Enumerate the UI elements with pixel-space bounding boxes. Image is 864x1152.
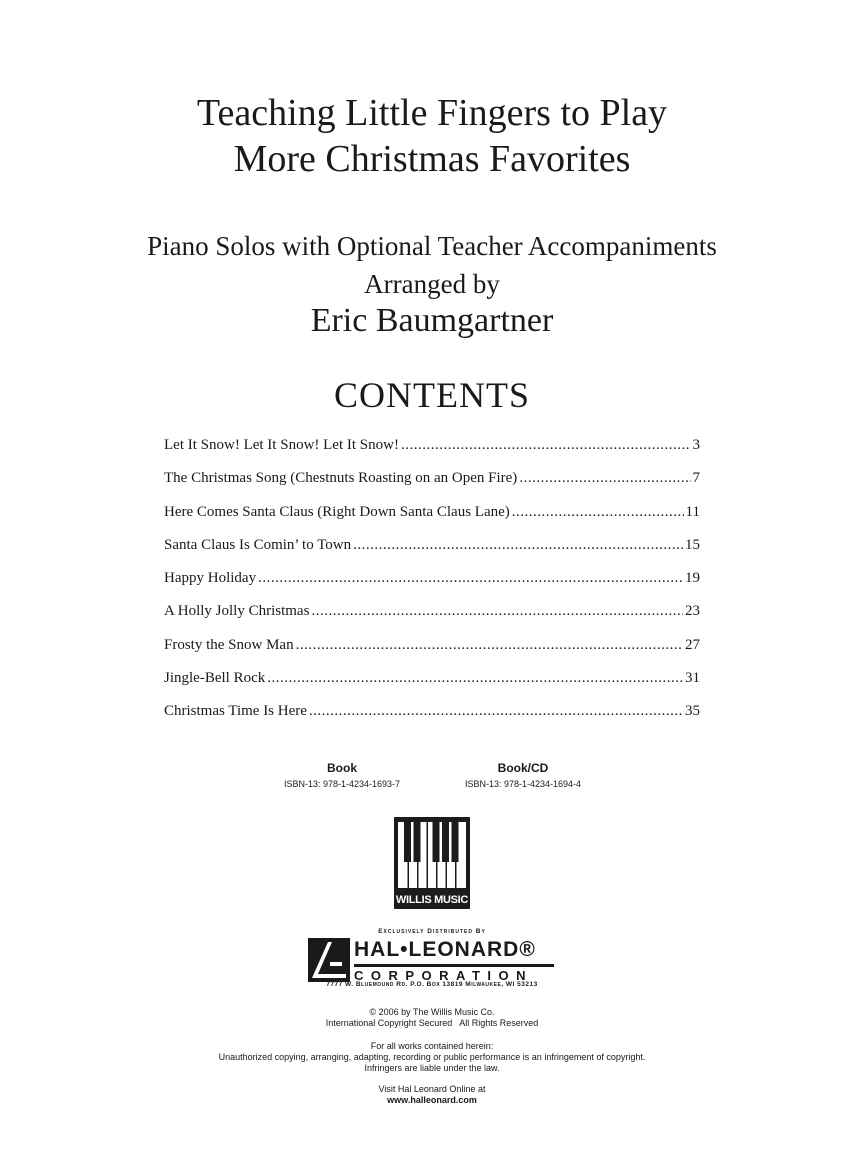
toc-entry — [164, 504, 700, 537]
toc-leader — [311, 603, 683, 620]
toc-entry — [164, 603, 700, 636]
hal-leonard-name: HAL•LEONARD® — [354, 938, 536, 961]
visit-text: Visit Hal Leonard Online at — [378, 1084, 486, 1094]
edition-label: Book/CD — [497, 761, 549, 775]
piano-keys-icon — [394, 817, 470, 891]
website-link[interactable]: www.halleonard.com — [387, 1095, 477, 1105]
toc-leader — [296, 637, 683, 654]
author-name: Eric Baumgartner — [310, 302, 554, 339]
toc-page: 3 — [692, 437, 700, 453]
toc-leader — [512, 504, 684, 521]
toc-title: Here Comes Santa Claus (Right Down Santa Claus Lane) — [164, 503, 510, 520]
toc-page: 11 — [685, 503, 700, 520]
toc-title: Frosty the Snow Man — [164, 636, 294, 653]
toc-page: 7 — [692, 470, 700, 487]
hal-leonard-logo — [308, 938, 558, 986]
willis-logo-text: WILLIS MUSIC — [395, 894, 469, 906]
book-title — [0, 90, 864, 182]
toc-title: The Christmas Song (Chestnuts Roasting on an Open Fire) — [164, 470, 518, 487]
toc-page: 27 — [685, 636, 700, 653]
notice-line: For all works contained herein: — [370, 1041, 494, 1051]
notice-line: Unauthorized copying, arranging, adapting, recording or public performance is an infringement of copyright. — [218, 1052, 646, 1062]
copyright-block — [0, 1007, 864, 1029]
contents-heading: CONTENTS — [334, 375, 530, 415]
toc-entry — [164, 637, 700, 670]
arranged-by: Arranged by — [364, 269, 500, 299]
subtitle: Piano Solos with Optional Teacher Accompaniments — [147, 231, 717, 261]
toc-page: 31 — [685, 670, 700, 687]
toc-entry — [164, 670, 700, 703]
toc-entry — [164, 703, 700, 736]
table-of-contents — [164, 437, 700, 737]
willis-music-logo — [394, 817, 470, 909]
title-line-1: Teaching Little Fingers to Play — [196, 92, 668, 134]
toc-title: A Holly Jolly Christmas — [164, 603, 310, 620]
edition-book — [272, 761, 412, 789]
toc-entry — [164, 437, 700, 470]
hal-leonard-mark-icon — [308, 938, 350, 982]
hal-leonard-corporation: CORPORATION — [354, 964, 554, 983]
toc-title: Jingle-Bell Rock — [164, 670, 266, 687]
toc-page: 15 — [685, 536, 700, 553]
toc-page: 19 — [685, 570, 700, 587]
hal-leonard-address: 7777 W. Bluemound Rd. P.O. Box 13819 Milwaukee, WI 53213 — [326, 981, 538, 988]
toc-entry — [164, 470, 700, 503]
toc-leader — [353, 537, 683, 554]
toc-leader — [309, 703, 683, 720]
toc-page: 23 — [685, 603, 700, 620]
copyright-line: © 2006 by The Willis Music Co. — [369, 1007, 495, 1017]
title-line-2: More Christmas Favorites — [233, 138, 631, 180]
edition-book-cd — [453, 761, 593, 789]
copyright-notice — [0, 1041, 864, 1074]
edition-label: Book — [327, 761, 357, 775]
toc-page: 35 — [685, 703, 700, 720]
toc-leader — [401, 437, 691, 454]
toc-title: Christmas Time Is Here — [164, 703, 307, 720]
copyright-line: International Copyright Secured All Rights Reserved — [325, 1018, 539, 1028]
visit-block — [0, 1084, 864, 1106]
toc-leader — [267, 670, 683, 687]
toc-leader — [258, 570, 683, 587]
toc-title: Happy Holiday — [164, 570, 257, 587]
toc-title: Let It Snow! Let It Snow! Let It Snow! — [164, 437, 399, 453]
edition-isbn: ISBN-13: 978-1-4234-1694-4 — [464, 779, 582, 789]
toc-entry — [164, 537, 700, 570]
notice-line: Infringers are liable under the law. — [364, 1063, 500, 1073]
toc-leader — [519, 470, 690, 487]
toc-entry — [164, 570, 700, 603]
edition-isbn: ISBN-13: 978-1-4234-1693-7 — [283, 779, 401, 789]
distributed-by: Exclusively Distributed By — [378, 928, 486, 935]
toc-title: Santa Claus Is Comin’ to Town — [164, 536, 352, 553]
